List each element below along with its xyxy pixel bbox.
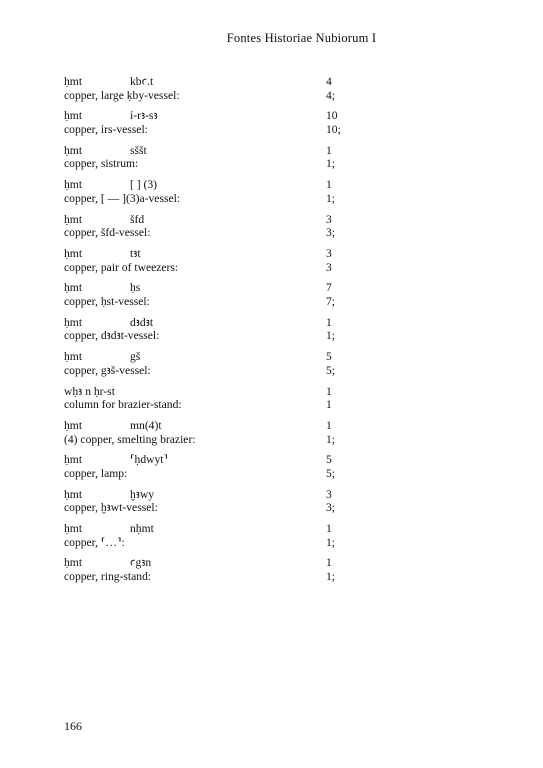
translation-count: 5; [326,466,336,480]
translation-line [64,261,384,275]
inventory-entry [64,556,384,590]
inventory-entry [64,178,384,212]
material-word: ḥmt [64,315,83,329]
transliteration-line [64,178,384,192]
translation-text: copper, large ḳby-vessel: [64,88,180,102]
translation-count: 7; [326,294,336,308]
inventory-entry [64,453,384,487]
inventory-entry [64,350,384,384]
translation-count: 1; [326,329,336,343]
count-value: 3 [326,212,332,226]
count-value: 1 [326,522,332,536]
transliteration-line [64,109,384,123]
transliteration-line [64,556,384,570]
transliteration-line [64,488,384,502]
translation-line [64,398,384,412]
translation-count: 3; [326,226,336,240]
count-value: 5 [326,453,332,467]
material-word: ḥmt [64,246,83,260]
object-term: ⸢ḥdwyt⸣ [130,453,169,467]
translation-text: copper, pair of tweezers: [64,260,179,274]
transliteration-line [64,213,384,227]
translation-text: copper, ḥst-vessel: [64,294,150,308]
object-term: šfd [130,212,145,226]
count-value: 1 [326,143,332,157]
object-term: gš [130,350,141,364]
inventory-entry [64,213,384,247]
inventory-entry [64,522,384,556]
inventory-entry [64,144,384,178]
material-word: ḥmt [64,281,83,295]
inventory-list [64,75,384,591]
inventory-entry [64,75,384,109]
transliteration-line [64,316,384,330]
object-term: kbꜥ.t [130,75,154,88]
translation-line [64,123,384,137]
translation-count: 3 [326,260,332,274]
object-term: tꜣt [130,246,141,260]
translation-line [64,295,384,309]
object-term: ꜥgꜣn [130,556,152,570]
transliteration-line [64,281,384,295]
running-header: Fontes Historiae Nubiorum I [226,31,377,45]
material-word: ḥmt [64,556,83,570]
transliteration-line [64,144,384,158]
material-word: ḥmt [64,143,83,157]
translation-text: copper, šfd-vessel: [64,226,151,240]
translation-text: copper, ḫꜣwt-vessel: [64,501,158,515]
translation-text: copper, dꜣdꜣt-vessel: [64,329,160,343]
count-value: 5 [326,350,332,364]
material-word: ḥmt [64,178,83,192]
material-word: ḥmt [64,75,83,88]
translation-line [64,467,384,481]
material-word: ḥmt [64,487,83,501]
transliteration-line [64,453,384,467]
translation-text: copper, gꜣš-vessel: [64,363,151,377]
object-term: [ ] (3) [130,178,158,192]
material-word: ḥmt [64,522,83,536]
translation-count: 1; [326,157,336,171]
inventory-entry [64,281,384,315]
object-term: sššt [130,143,147,157]
count-value: 3 [326,487,332,501]
transliteration-line [64,75,384,89]
translation-line [64,226,384,240]
translation-line [64,501,384,515]
object-term: mn(4)t [130,418,162,432]
material-word: ḥmt [64,418,83,432]
count-value: 3 [326,246,332,260]
translation-line [64,329,384,343]
translation-count: 1; [326,535,336,549]
translation-line [64,192,384,206]
page-number: 166 [64,719,82,733]
translation-count: 1 [326,398,332,412]
material-word: ḥmt [64,350,83,364]
count-value: 7 [326,281,332,295]
count-value: 4 [326,75,332,88]
translation-text: column for brazier-stand: [64,398,182,412]
translation-count: 1; [326,191,336,205]
object-term: nḥmt [130,522,154,536]
translation-text: copper, ring-stand: [64,570,152,584]
translation-count: 1; [326,432,336,446]
inventory-entry [64,316,384,350]
object-term: ḥs [130,281,141,295]
object-term: ỉ-rꜣ-sꜣ [130,109,158,123]
count-value: 1 [326,418,332,432]
translation-text: (4) copper, smelting brazier: [64,432,196,446]
translation-line [64,536,384,550]
inventory-entry [64,419,384,453]
transliteration-line [64,247,384,261]
count-value: 1 [326,178,332,192]
translation-text: copper, ỉrs-vessel: [64,122,148,136]
material-word: ḥmt [64,453,83,467]
inventory-entry [64,109,384,143]
inventory-entry [64,385,384,419]
translation-count: 10; [326,122,341,136]
translation-line [64,570,384,584]
material-word: ḥmt [64,212,83,226]
count-value: 10 [326,109,338,123]
translation-text: copper, lamp: [64,466,128,480]
inventory-entry [64,247,384,281]
translation-count: 5; [326,363,336,377]
transliteration-line [64,385,384,399]
transliteration-line [64,419,384,433]
transliteration-line [64,350,384,364]
translation-text: copper, sistrum: [64,157,139,171]
translation-count: 1; [326,570,336,584]
count-value: 1 [326,315,332,329]
translation-count: 4; [326,88,336,102]
material-word: wḥꜣ n ḥr-st [64,384,115,398]
translation-text: copper, ⸢…⸣: [64,535,125,549]
translation-line [64,364,384,378]
translation-line [64,157,384,171]
translation-line [64,89,384,103]
translation-text: copper, [ — ](3)a-vessel: [64,191,181,205]
count-value: 1 [326,556,332,570]
count-value: 1 [326,384,332,398]
inventory-entry [64,488,384,522]
object-term: dꜣdꜣt [130,315,154,329]
material-word: ḥmt [64,109,83,123]
translation-line [64,433,384,447]
object-term: ḫꜣwy [130,487,155,501]
transliteration-line [64,522,384,536]
translation-count: 3; [326,501,336,515]
